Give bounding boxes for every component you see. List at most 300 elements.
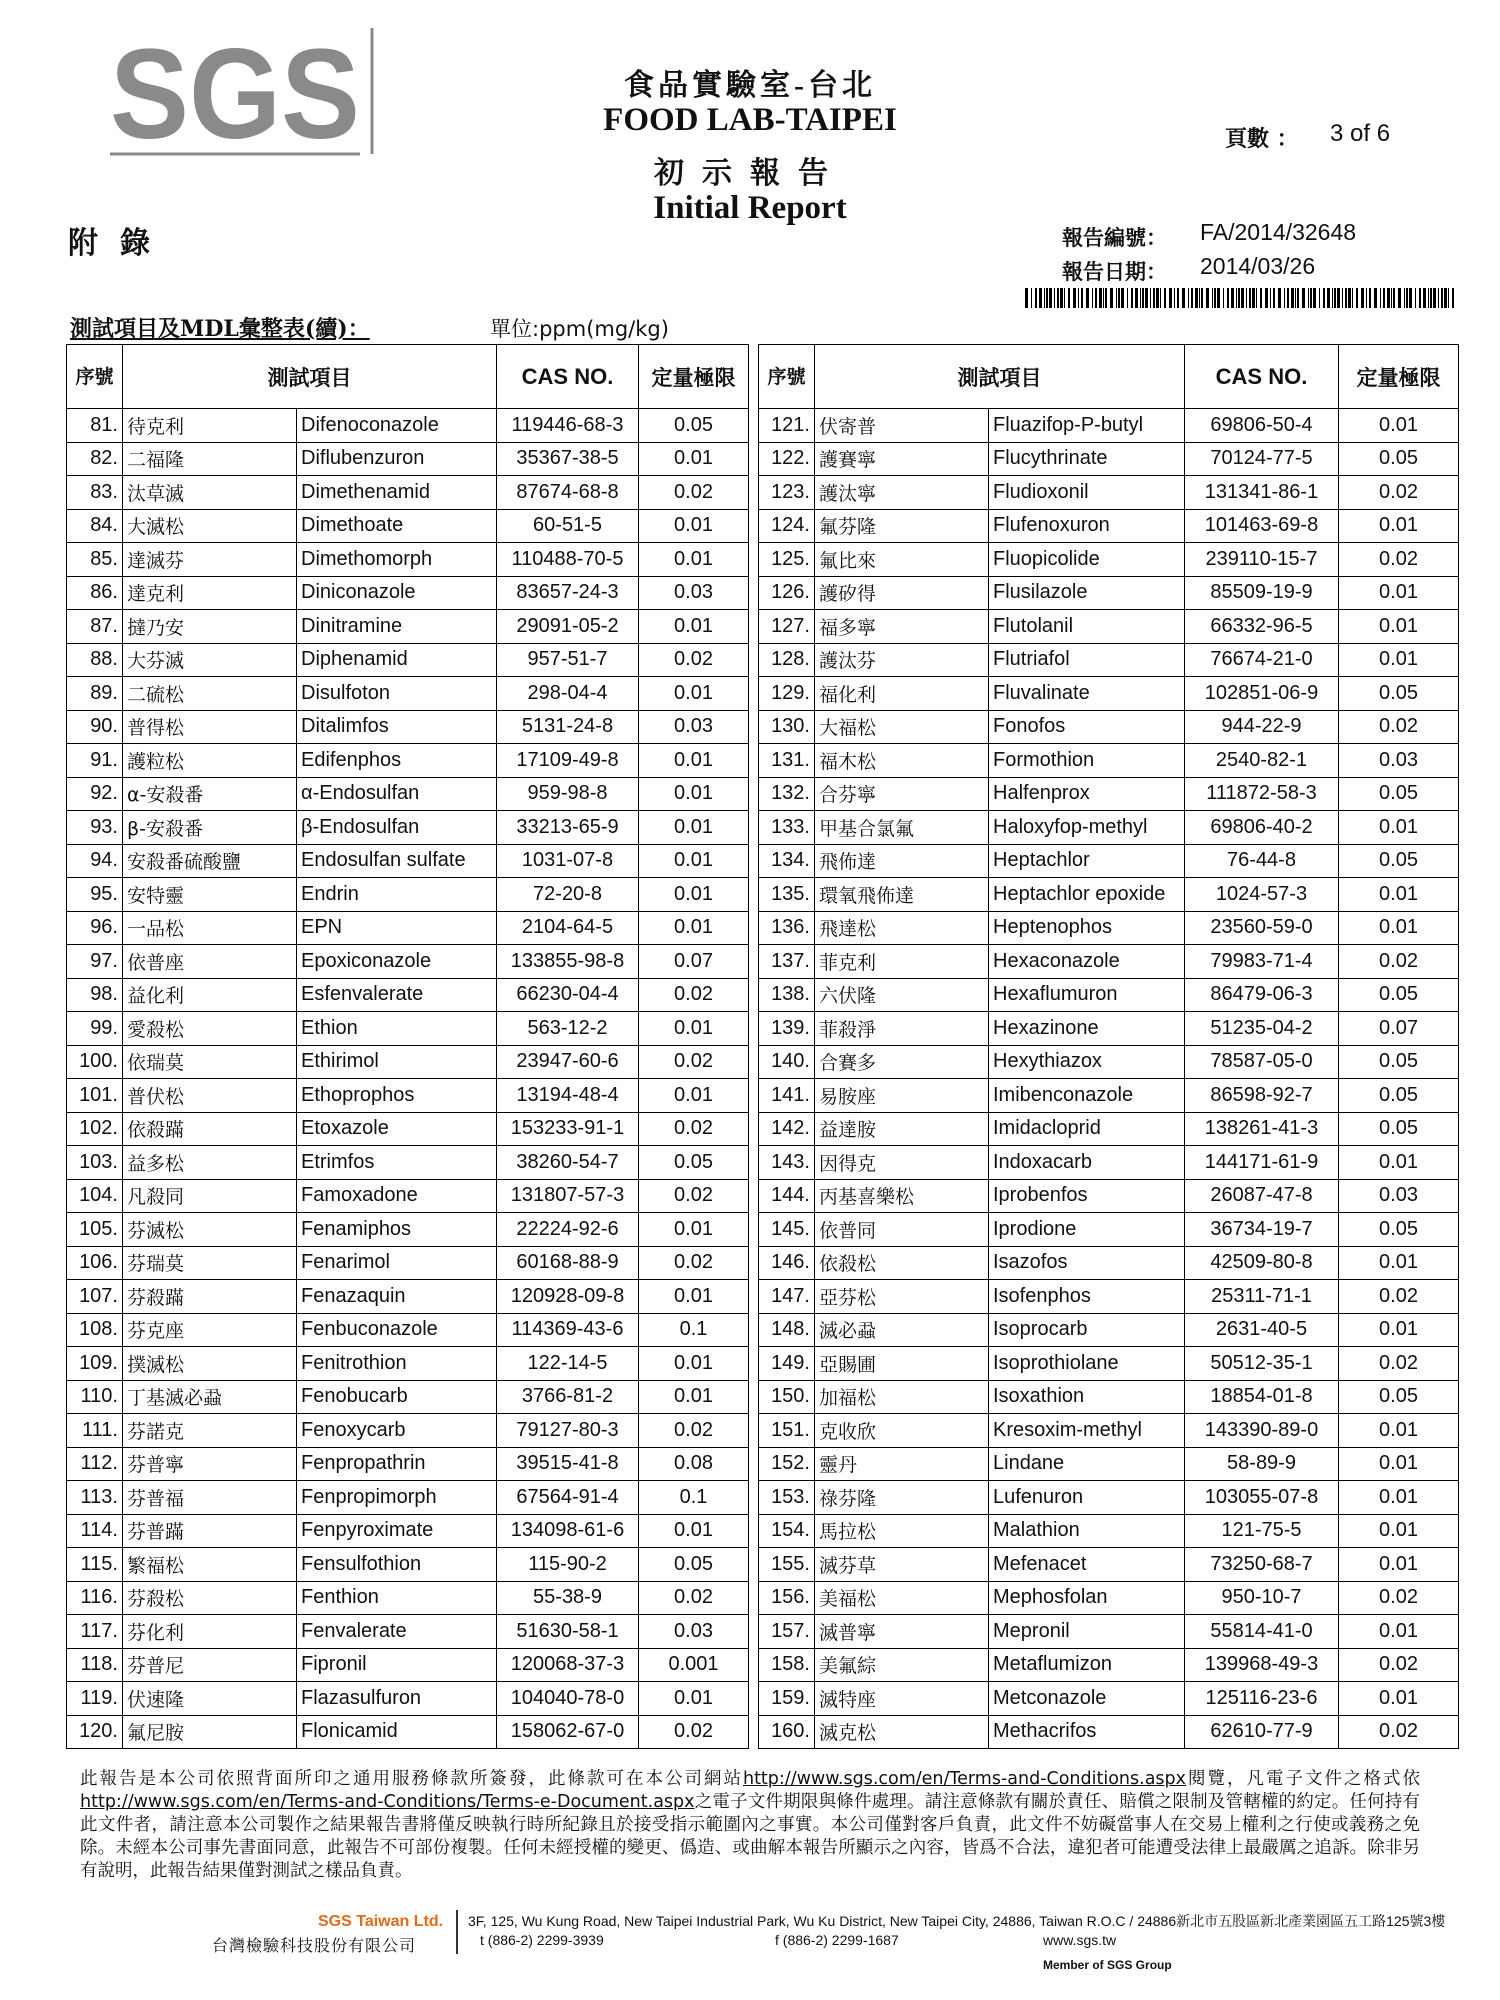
row-limit: 0.02: [639, 1045, 749, 1079]
row-name-cn: 凡殺同: [123, 1179, 297, 1213]
row-cas: 125116-23-6: [1185, 1682, 1339, 1716]
row-name-en: Fipronil: [297, 1648, 497, 1682]
row-seq: 113.: [67, 1481, 123, 1515]
row-name-cn: 合賽多: [815, 1045, 989, 1079]
row-name-cn: 菲克利: [815, 945, 989, 979]
row-name-en: Endosulfan sulfate: [297, 844, 497, 878]
e-document-terms-link[interactable]: http://www.sgs.com/en/Terms-and-Conditions/Terms-e-Document.aspx: [80, 1792, 695, 1812]
row-limit: 0.05: [639, 409, 749, 443]
row-cas: 60-51-5: [497, 509, 639, 543]
row-name-en: Fenpyroximate: [297, 1514, 497, 1548]
row-name-cn: 依殺松: [815, 1246, 989, 1280]
table-row: [67, 1615, 1459, 1649]
row-name-cn: 芬化利: [123, 1615, 297, 1649]
row-cas: 131341-86-1: [1185, 476, 1339, 510]
row-limit: 0.01: [1339, 1313, 1459, 1347]
row-limit: 0.05: [1339, 1045, 1459, 1079]
row-cas: 79983-71-4: [1185, 945, 1339, 979]
row-limit: 0.01: [1339, 1514, 1459, 1548]
row-cas: 114369-43-6: [497, 1313, 639, 1347]
row-limit: 0.05: [1339, 777, 1459, 811]
row-seq: 160.: [759, 1715, 815, 1749]
row-name-cn: 益多松: [123, 1146, 297, 1180]
row-cas: 55-38-9: [497, 1581, 639, 1615]
row-seq: 108.: [67, 1313, 123, 1347]
row-cas: 86479-06-3: [1185, 978, 1339, 1012]
row-cas: 133855-98-8: [497, 945, 639, 979]
row-cas: 110488-70-5: [497, 543, 639, 577]
table-row: [67, 1146, 1459, 1180]
row-cas: 39515-41-8: [497, 1447, 639, 1481]
row-name-cn: 亞賜圃: [815, 1347, 989, 1381]
header-cas: CAS NO.: [1185, 345, 1339, 409]
row-cas: 50512-35-1: [1185, 1347, 1339, 1381]
row-limit: 0.01: [639, 1079, 749, 1113]
row-cas: 111872-58-3: [1185, 777, 1339, 811]
table-row: [67, 844, 1459, 878]
row-seq: 84.: [67, 509, 123, 543]
row-cas: 83657-24-3: [497, 576, 639, 610]
row-cas: 66230-04-4: [497, 978, 639, 1012]
row-name-cn: 亞芬松: [815, 1280, 989, 1314]
row-cas: 944-22-9: [1185, 710, 1339, 744]
row-limit: 0.01: [639, 777, 749, 811]
row-limit: 0.01: [639, 878, 749, 912]
row-name-en: Fenpropathrin: [297, 1447, 497, 1481]
row-cas: 563-12-2: [497, 1012, 639, 1046]
row-seq: 118.: [67, 1648, 123, 1682]
row-seq: 158.: [759, 1648, 815, 1682]
page-label: 頁數 ：: [1225, 126, 1299, 152]
row-seq: 93.: [67, 811, 123, 845]
table-row: [67, 1548, 1459, 1582]
table-row: [67, 442, 1459, 476]
row-seq: 137.: [759, 945, 815, 979]
row-limit: 0.02: [639, 643, 749, 677]
header-limit: 定量極限: [639, 345, 749, 409]
row-seq: 102.: [67, 1112, 123, 1146]
row-cas: 67564-91-4: [497, 1481, 639, 1515]
row-seq: 99.: [67, 1012, 123, 1046]
footer-company-cn: 台灣檢驗科技股份有限公司: [212, 1936, 417, 1955]
row-name-cn: 大福松: [815, 710, 989, 744]
table-row: [67, 1213, 1459, 1247]
row-limit: 0.01: [639, 509, 749, 543]
row-name-cn: 福多寧: [815, 610, 989, 644]
row-name-cn: 撲滅松: [123, 1347, 297, 1381]
row-name-cn: 愛殺松: [123, 1012, 297, 1046]
row-name-en: Dimethomorph: [297, 543, 497, 577]
row-name-en: Imidacloprid: [989, 1112, 1185, 1146]
row-name-en: Malathion: [989, 1514, 1185, 1548]
row-name-cn: 普伏松: [123, 1079, 297, 1113]
row-name-en: Flutolanil: [989, 610, 1185, 644]
table-row: [67, 1045, 1459, 1079]
row-limit: 0.05: [1339, 978, 1459, 1012]
row-seq: 149.: [759, 1347, 815, 1381]
row-cas: 102851-06-9: [1185, 677, 1339, 711]
row-cas: 959-98-8: [497, 777, 639, 811]
row-cas: 104040-78-0: [497, 1682, 639, 1716]
row-limit: 0.001: [639, 1648, 749, 1682]
row-limit: 0.01: [639, 1347, 749, 1381]
row-name-cn: 滅必蝨: [815, 1313, 989, 1347]
row-cas: 72-20-8: [497, 878, 639, 912]
table-row: [67, 1079, 1459, 1113]
row-limit: 0.05: [1339, 1213, 1459, 1247]
row-name-en: Hexaflumuron: [989, 978, 1185, 1012]
unit-label: 單位:ppm(mg/kg): [490, 317, 669, 341]
row-name-cn: 福化利: [815, 677, 989, 711]
header-seq: 序號: [759, 345, 815, 409]
row-cas: 79127-80-3: [497, 1414, 639, 1448]
row-name-en: Isoprothiolane: [989, 1347, 1185, 1381]
row-limit: 0.05: [1339, 677, 1459, 711]
row-name-en: Fenpropimorph: [297, 1481, 497, 1515]
row-name-cn: 美氟綜: [815, 1648, 989, 1682]
footer-company-en: SGS Taiwan Ltd.: [318, 1913, 444, 1930]
row-limit: 0.01: [1339, 1615, 1459, 1649]
row-seq: 128.: [759, 643, 815, 677]
row-name-en: Fonofos: [989, 710, 1185, 744]
row-limit: 0.05: [639, 1146, 749, 1180]
lab-name-cn: 食品實驗室-台北: [624, 69, 876, 102]
lab-name-en: FOOD LAB-TAIPEI: [603, 102, 897, 138]
row-name-cn: 美福松: [815, 1581, 989, 1615]
row-limit: 0.01: [1339, 811, 1459, 845]
row-cas: 115-90-2: [497, 1548, 639, 1582]
row-name-cn: 芬瑞莫: [123, 1246, 297, 1280]
row-seq: 130.: [759, 710, 815, 744]
table-row: [67, 543, 1459, 577]
row-cas: 23560-59-0: [1185, 911, 1339, 945]
row-cas: 51630-58-1: [497, 1615, 639, 1649]
row-name-en: Fenoxycarb: [297, 1414, 497, 1448]
row-limit: 0.01: [1339, 509, 1459, 543]
table-row: [67, 878, 1459, 912]
row-cas: 120928-09-8: [497, 1280, 639, 1314]
header-item: 測試項目: [815, 345, 1185, 409]
row-name-cn: 二硫松: [123, 677, 297, 711]
row-seq: 109.: [67, 1347, 123, 1381]
row-seq: 148.: [759, 1313, 815, 1347]
row-cas: 101463-69-8: [1185, 509, 1339, 543]
row-seq: 131.: [759, 744, 815, 778]
row-seq: 117.: [67, 1615, 123, 1649]
row-limit: 0.02: [1339, 476, 1459, 510]
row-seq: 90.: [67, 710, 123, 744]
row-limit: 0.01: [1339, 1481, 1459, 1515]
row-seq: 98.: [67, 978, 123, 1012]
row-cas: 950-10-7: [1185, 1581, 1339, 1615]
row-limit: 0.01: [1339, 409, 1459, 443]
appendix-heading: 附錄: [68, 226, 172, 261]
row-name-en: Kresoxim-methyl: [989, 1414, 1185, 1448]
footer-member: Member of SGS Group: [1043, 1958, 1172, 1972]
row-limit: 0.02: [639, 1581, 749, 1615]
row-name-cn: 安殺番硫酸鹽: [123, 844, 297, 878]
row-name-en: Mefenacet: [989, 1548, 1185, 1582]
row-name-cn: 依普同: [815, 1213, 989, 1247]
row-limit: 0.1: [639, 1313, 749, 1347]
row-cas: 38260-54-7: [497, 1146, 639, 1180]
row-name-en: Isazofos: [989, 1246, 1185, 1280]
row-name-en: Endrin: [297, 878, 497, 912]
row-name-en: Fenarimol: [297, 1246, 497, 1280]
row-limit: 0.03: [639, 1615, 749, 1649]
row-cas: 78587-05-0: [1185, 1045, 1339, 1079]
row-name-cn: 依普座: [123, 945, 297, 979]
row-limit: 0.01: [1339, 576, 1459, 610]
row-limit: 0.02: [1339, 1581, 1459, 1615]
row-cas: 134098-61-6: [497, 1514, 639, 1548]
row-limit: 0.01: [639, 911, 749, 945]
row-limit: 0.01: [639, 442, 749, 476]
row-name-en: Fenthion: [297, 1581, 497, 1615]
table-row: [67, 1715, 1459, 1749]
row-seq: 82.: [67, 442, 123, 476]
row-name-cn: 護矽得: [815, 576, 989, 610]
row-cas: 2540-82-1: [1185, 744, 1339, 778]
row-cas: 42509-80-8: [1185, 1246, 1339, 1280]
row-cas: 298-04-4: [497, 677, 639, 711]
row-name-cn: 達滅芬: [123, 543, 297, 577]
row-seq: 116.: [67, 1581, 123, 1615]
row-name-en: Edifenphos: [297, 744, 497, 778]
row-name-en: Ethirimol: [297, 1045, 497, 1079]
table-row: [67, 1246, 1459, 1280]
row-limit: 0.03: [639, 576, 749, 610]
table-row: [67, 911, 1459, 945]
row-seq: 152.: [759, 1447, 815, 1481]
row-seq: 154.: [759, 1514, 815, 1548]
row-limit: 0.01: [1339, 1447, 1459, 1481]
row-name-en: Fenvalerate: [297, 1615, 497, 1649]
row-cas: 69806-50-4: [1185, 409, 1339, 443]
row-name-cn: 芬滅松: [123, 1213, 297, 1247]
row-limit: 0.01: [639, 1682, 749, 1716]
footer-phone: t (886-2) 2299-3939: [480, 1932, 604, 1948]
row-cas: 121-75-5: [1185, 1514, 1339, 1548]
row-limit: 0.03: [639, 710, 749, 744]
row-cas: 26087-47-8: [1185, 1179, 1339, 1213]
row-cas: 122-14-5: [497, 1347, 639, 1381]
row-seq: 144.: [759, 1179, 815, 1213]
row-name-en: Diflubenzuron: [297, 442, 497, 476]
row-limit: 0.01: [639, 677, 749, 711]
row-cas: 131807-57-3: [497, 1179, 639, 1213]
row-cas: 60168-88-9: [497, 1246, 639, 1280]
row-name-en: Metconazole: [989, 1682, 1185, 1716]
row-seq: 146.: [759, 1246, 815, 1280]
row-limit: 0.01: [1339, 1246, 1459, 1280]
row-limit: 0.02: [1339, 1715, 1459, 1749]
row-name-en: Iprobenfos: [989, 1179, 1185, 1213]
row-seq: 92.: [67, 777, 123, 811]
row-limit: 0.01: [639, 1514, 749, 1548]
row-name-cn: 芬普蹣: [123, 1514, 297, 1548]
row-name-en: Fluvalinate: [989, 677, 1185, 711]
row-seq: 97.: [67, 945, 123, 979]
row-name-en: Lindane: [989, 1447, 1185, 1481]
row-limit: 0.07: [639, 945, 749, 979]
row-cas: 36734-19-7: [1185, 1213, 1339, 1247]
header-limit: 定量極限: [1339, 345, 1459, 409]
row-seq: 81.: [67, 409, 123, 443]
report-type-en: Initial Report: [653, 190, 847, 226]
row-limit: 0.1: [639, 1481, 749, 1515]
row-seq: 91.: [67, 744, 123, 778]
row-name-en: Fluopicolide: [989, 543, 1185, 577]
row-name-cn: β-安殺番: [123, 811, 297, 845]
row-seq: 115.: [67, 1548, 123, 1582]
row-limit: 0.02: [1339, 710, 1459, 744]
table-row: [67, 777, 1459, 811]
row-name-cn: 一品松: [123, 911, 297, 945]
row-cas: 957-51-7: [497, 643, 639, 677]
table-row: [67, 476, 1459, 510]
row-seq: 114.: [67, 1514, 123, 1548]
row-name-en: Heptachlor: [989, 844, 1185, 878]
header-item: 測試項目: [123, 345, 497, 409]
row-limit: 0.02: [639, 1414, 749, 1448]
row-seq: 142.: [759, 1112, 815, 1146]
row-limit: 0.02: [639, 476, 749, 510]
row-seq: 85.: [67, 543, 123, 577]
table-row: [67, 978, 1459, 1012]
sgs-logo-text: SGS: [110, 28, 360, 158]
row-name-cn: 芬普尼: [123, 1648, 297, 1682]
footer-website[interactable]: www.sgs.tw: [1043, 1932, 1117, 1948]
row-limit: 0.05: [1339, 844, 1459, 878]
report-number-label: 報告編號：: [1062, 225, 1167, 250]
row-name-en: Ditalimfos: [297, 710, 497, 744]
table-row: [67, 945, 1459, 979]
row-seq: 127.: [759, 610, 815, 644]
row-name-en: β-Endosulfan: [297, 811, 497, 845]
row-limit: 0.02: [1339, 1347, 1459, 1381]
table-row: [67, 1012, 1459, 1046]
row-name-cn: 福木松: [815, 744, 989, 778]
row-name-en: Flufenoxuron: [989, 509, 1185, 543]
row-seq: 155.: [759, 1548, 815, 1582]
row-cas: 33213-65-9: [497, 811, 639, 845]
row-name-cn: 環氧飛佈達: [815, 878, 989, 912]
row-name-cn: 大芬滅: [123, 643, 297, 677]
row-cas: 55814-41-0: [1185, 1615, 1339, 1649]
row-name-cn: 達克利: [123, 576, 297, 610]
row-cas: 85509-19-9: [1185, 576, 1339, 610]
row-name-en: Methacrifos: [989, 1715, 1185, 1749]
table-row: [67, 576, 1459, 610]
row-seq: 150.: [759, 1380, 815, 1414]
row-name-cn: 加福松: [815, 1380, 989, 1414]
table-row: [67, 1179, 1459, 1213]
row-name-cn: 護汰寧: [815, 476, 989, 510]
row-cas: 51235-04-2: [1185, 1012, 1339, 1046]
row-limit: 0.01: [1339, 911, 1459, 945]
row-cas: 69806-40-2: [1185, 811, 1339, 845]
row-cas: 73250-68-7: [1185, 1548, 1339, 1582]
table-row: [67, 1380, 1459, 1414]
row-name-en: Hexythiazox: [989, 1045, 1185, 1079]
row-name-en: Lufenuron: [989, 1481, 1185, 1515]
page-number: 3 of 6: [1330, 120, 1391, 147]
table-row: [67, 710, 1459, 744]
row-cas: 18854-01-8: [1185, 1380, 1339, 1414]
row-name-en: Flucythrinate: [989, 442, 1185, 476]
row-name-cn: 大滅松: [123, 509, 297, 543]
row-seq: 157.: [759, 1615, 815, 1649]
row-name-cn: 伏寄普: [815, 409, 989, 443]
table-row: [67, 1347, 1459, 1381]
report-date: 2014/03/26: [1200, 253, 1316, 279]
row-seq: 100.: [67, 1045, 123, 1079]
row-limit: 0.01: [639, 1380, 749, 1414]
row-limit: 0.03: [1339, 744, 1459, 778]
row-seq: 120.: [67, 1715, 123, 1749]
row-limit: 0.01: [639, 1280, 749, 1314]
row-limit: 0.02: [639, 1112, 749, 1146]
row-seq: 87.: [67, 610, 123, 644]
row-limit: 0.01: [639, 744, 749, 778]
row-seq: 103.: [67, 1146, 123, 1180]
row-seq: 153.: [759, 1481, 815, 1515]
row-seq: 136.: [759, 911, 815, 945]
row-cas: 86598-92-7: [1185, 1079, 1339, 1113]
row-name-en: Indoxacarb: [989, 1146, 1185, 1180]
row-name-cn: 合芬寧: [815, 777, 989, 811]
table-row: [67, 811, 1459, 845]
row-name-cn: 滅克松: [815, 1715, 989, 1749]
row-name-en: Hexazinone: [989, 1012, 1185, 1046]
row-seq: 141.: [759, 1079, 815, 1113]
row-name-cn: 護賽寧: [815, 442, 989, 476]
row-name-en: Imibenconazole: [989, 1079, 1185, 1113]
row-name-cn: 芬殺蹣: [123, 1280, 297, 1314]
row-cas: 58-89-9: [1185, 1447, 1339, 1481]
disclaimer-text: 之電子文件期限與條件處理。請注意條款有關於責任、賠償之限制及管轄權的約定。任何持有此文件者，請注意本公司製作之結果報告書將僅反映執行時所紀錄且於接受指示範圍內之事實。本公司僅對客戶負責，此文件不妨礙當事人在交易上權利之行使或義務之免除。未經本公司事先書面同意，此報告不可部份複製。任何未經授權的變更、僞造、或曲解本報告所顯示之內容，皆爲不合法，違犯者可能遭受法律上最嚴厲之追訴。除非另有說明，此報告結果僅對測試之樣品負責。: [80, 1792, 1420, 1881]
row-seq: 124.: [759, 509, 815, 543]
row-name-en: EPN: [297, 911, 497, 945]
row-name-en: Fenamiphos: [297, 1213, 497, 1247]
row-name-en: Heptachlor epoxide: [989, 878, 1185, 912]
row-name-cn: 芬普福: [123, 1481, 297, 1515]
row-limit: 0.02: [639, 1715, 749, 1749]
row-name-cn: 二福隆: [123, 442, 297, 476]
row-cas: 139968-49-3: [1185, 1648, 1339, 1682]
row-cas: 29091-05-2: [497, 610, 639, 644]
row-name-en: Fensulfothion: [297, 1548, 497, 1582]
row-limit: 0.01: [639, 811, 749, 845]
row-name-cn: 易胺座: [815, 1079, 989, 1113]
row-limit: 0.01: [1339, 610, 1459, 644]
row-seq: 147.: [759, 1280, 815, 1314]
row-name-cn: 撻乃安: [123, 610, 297, 644]
row-seq: 122.: [759, 442, 815, 476]
row-name-en: Metaflumizon: [989, 1648, 1185, 1682]
row-limit: 0.01: [639, 610, 749, 644]
terms-link[interactable]: http://www.sgs.com/en/Terms-and-Conditions.aspx: [742, 1769, 1187, 1789]
footer-divider: [456, 1910, 458, 1954]
row-seq: 133.: [759, 811, 815, 845]
row-name-en: Fludioxonil: [989, 476, 1185, 510]
row-cas: 76674-21-0: [1185, 643, 1339, 677]
row-limit: 0.01: [639, 543, 749, 577]
row-seq: 86.: [67, 576, 123, 610]
row-name-en: Fluazifop-P-butyl: [989, 409, 1185, 443]
row-seq: 143.: [759, 1146, 815, 1180]
